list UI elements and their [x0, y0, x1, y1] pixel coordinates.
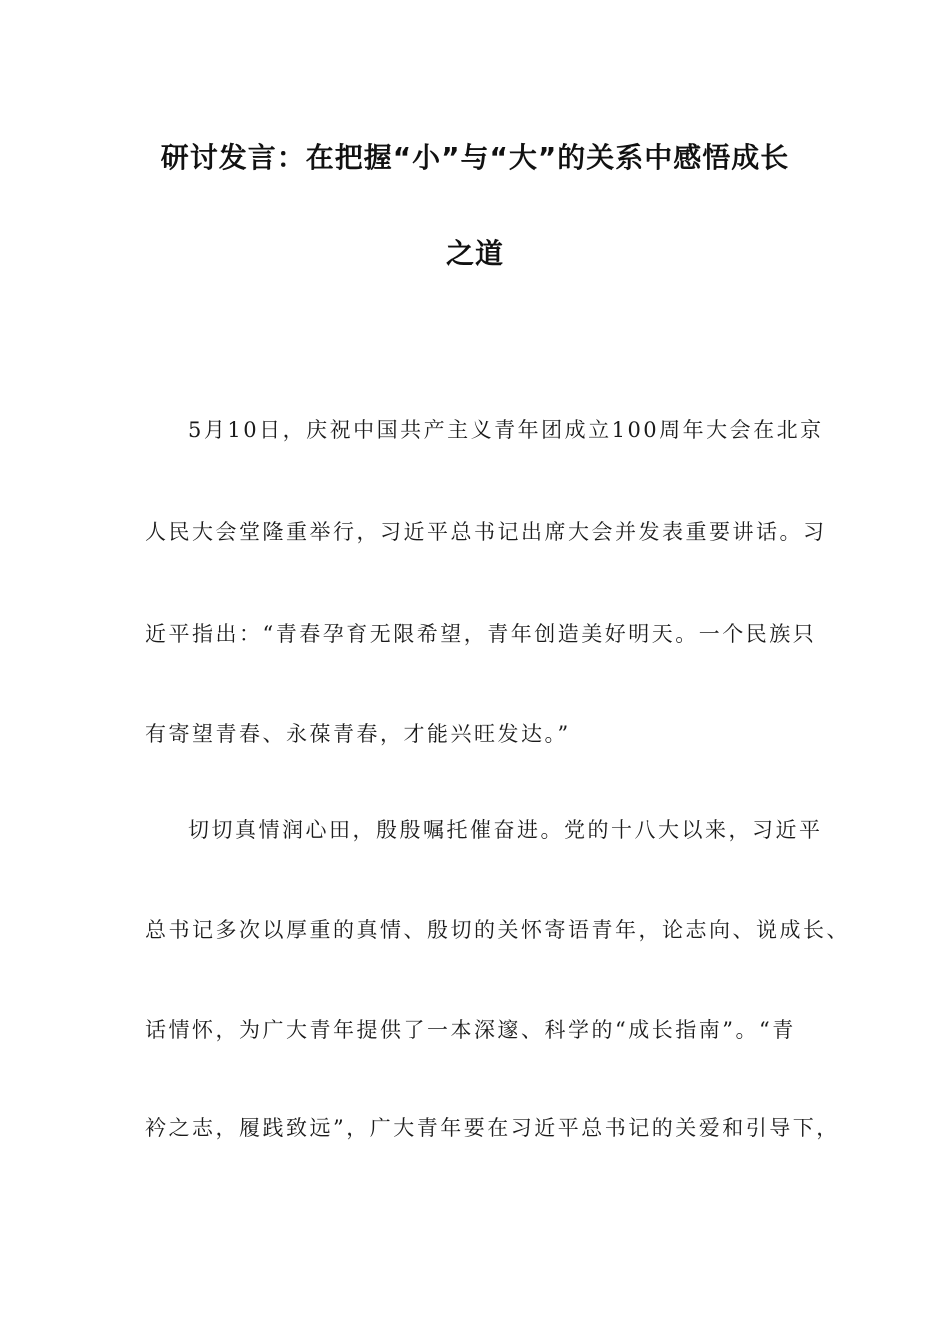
paragraph-2-line-2: 总书记多次以厚重的真情、殷切的关怀寄语青年，论志向、说成长、 [145, 918, 850, 942]
paragraph-1-line-3: 近平指出：“青春孕育无限希望，青年创造美好明天。一个民族只 [145, 622, 817, 646]
paragraph-1-line-4: 有寄望青春、永葆青春，才能兴旺发达。” [145, 722, 571, 746]
paragraph-1-line-2: 人民大会堂隆重举行，习近平总书记出席大会并发表重要讲话。习 [145, 520, 827, 544]
paragraph-2-line-1: 切切真情润心田，殷殷嘱托催奋进。党的十八大以来，习近平 [188, 818, 823, 842]
document-title-line-2: 之道 [445, 237, 504, 270]
document-title-line-1: 研讨发言：在把握“小”与“大”的关系中感悟成长 [160, 141, 790, 174]
paragraph-2-line-4: 衿之志，履践致远”，广大青年要在习近平总书记的关爱和引导下， [145, 1116, 840, 1140]
paragraph-1-line-1: 5月10日，庆祝中国共产主义青年团成立100周年大会在北京 [188, 418, 824, 442]
paragraph-2-line-3: 话情怀，为广大青年提供了一本深邃、科学的“成长指南”。“青 [145, 1018, 796, 1042]
